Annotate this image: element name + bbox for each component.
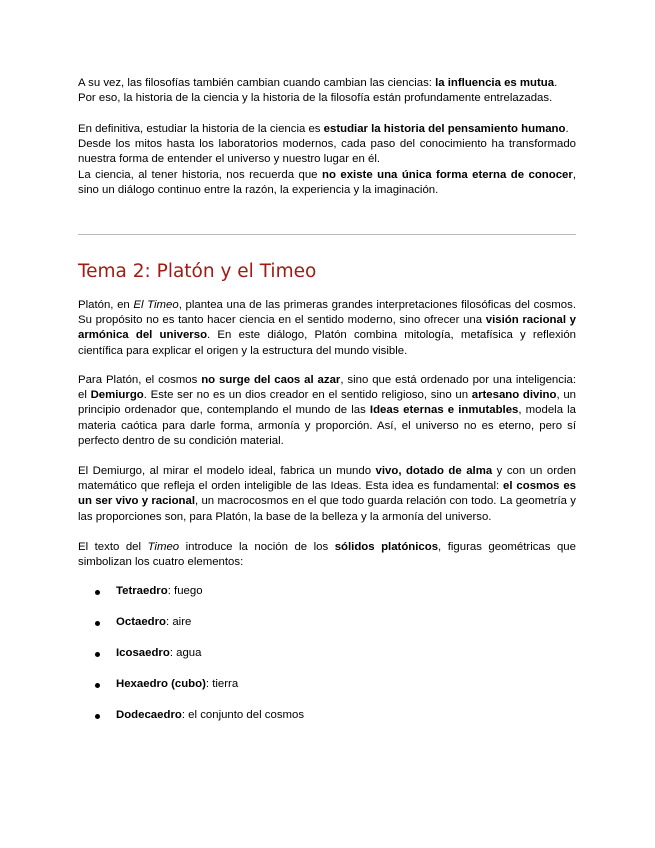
list-item [78,677,304,708]
text-run: y con un orden matemático que refleja el orden inteligible de las Ideas. Esta idea es fundamental: [78,465,577,493]
text-run: Platón, en [78,299,134,311]
text-run: A su vez, las filosofías también cambian cuando cambian las ciencias: [78,77,436,89]
bullet-icon [95,621,100,626]
list-item [78,708,304,739]
bold-text: el cosmos es un ser vivo y racional [78,480,576,508]
text-run: En definitiva, estudiar la historia de la ciencia es [78,123,324,135]
text-run: , modela la materia caótica para darle forma, armonía y proporción. Así, el universo no es eterno, pero sí perfecto dentro de su condición material. [78,404,577,447]
bold-text: Ideas eternas e inmutables [369,404,519,417]
bold-text: Demiurgo [90,389,144,402]
list-item [78,584,304,615]
list-item [78,646,304,677]
timeo-paragraph-3 [78,464,576,525]
bold-text: visión racional y armónica del universo [78,314,577,342]
text-run: introduce la noción de los [179,541,335,553]
italic-text: Timeo [147,541,180,553]
bullet-icon [95,714,100,719]
text-run: . [565,123,569,135]
bullet-icon [95,652,100,657]
text-run: Para Platón, el cosmos [78,374,202,386]
timeo-paragraph-1 [78,298,576,359]
text-run: , plantea una de las primeras grandes interpretaciones filosóficas del cosmos. Su propósito no es tanto hacer ciencia en el sentido moderno, sino ofrecer una [78,299,576,327]
intro-paragraph-2 [78,122,576,198]
bold-text: sólidos platónicos [334,541,439,553]
solid-name: Hexaedro (cubo) [116,678,206,690]
text-run: . Este ser no es un dios creador en el sentido religioso, sino un [143,389,472,402]
intro-paragraph-1 [78,76,557,106]
text-run: El Demiurgo, al mirar el modelo ideal, fabrica un mundo [78,465,376,477]
bold-text: estudiar la historia del pensamiento humano [323,123,566,135]
solid-element: : tierra [205,678,239,690]
timeo-paragraph-4 [78,540,576,570]
bold-text: no surge del caos al azar [201,374,341,386]
bullet-icon [95,590,100,595]
solid-element: : el conjunto del cosmos [181,709,305,721]
section-divider [78,234,576,235]
text-run: , sino un diálogo continuo entre la razón, la experiencia y la imaginación. [78,168,576,196]
solid-name: Icosaedro [116,647,170,659]
solid-element: : agua [169,647,202,659]
list-item [78,615,304,646]
solid-name: Tetraedro [116,585,168,597]
text-run: , un macrocosmos en el que todo guarda relación con todo. La geometría y las proporciones son, para Platón, la base de la belleza y la armonía del universo. [78,495,576,523]
text-run: , sino que está ordenado por una inteligencia: el [78,374,576,402]
text-run: , figuras geométricas que simbolizan los cuatro elementos: [78,541,576,569]
bold-text: vivo, dotado de alma [375,465,493,477]
solid-element: : fuego [167,585,203,597]
text-run: . [554,77,558,89]
solid-element: : aire [166,616,192,628]
timeo-paragraph-2 [78,373,576,449]
bullet-icon [95,683,100,688]
bold-text: la influencia es mutua [435,77,555,89]
solid-name: Dodecaedro [116,709,182,721]
text-run: . En este diálogo, Platón combina mitología, metafísica y reflexión científica para explicar el origen y la estructura del mundo visible. [78,329,576,357]
text-run: Desde los mitos hasta los laboratorios modernos, cada paso del conocimiento ha transformado nuestra forma de entender el universo y nuestro lugar en él. [78,138,576,166]
text-run: La ciencia, al tener historia, nos recuerda que [78,168,322,181]
solid-name: Octaedro [116,616,167,628]
bold-text: no existe una única forma eterna de conocer [321,168,573,181]
italic-text: El Timeo [133,299,179,311]
bold-text: artesano divino [471,389,557,402]
platonic-solids-list [78,584,304,739]
text-run: El texto del [78,541,148,553]
text-run: , un principio ordenador que, contemplando el mundo de las [78,389,577,417]
text-run: Por eso, la historia de la ciencia y la historia de la filosofía están profundamente entrelazadas. [78,92,553,105]
section-title: Tema 2: Platón y el Timeo [78,261,317,282]
